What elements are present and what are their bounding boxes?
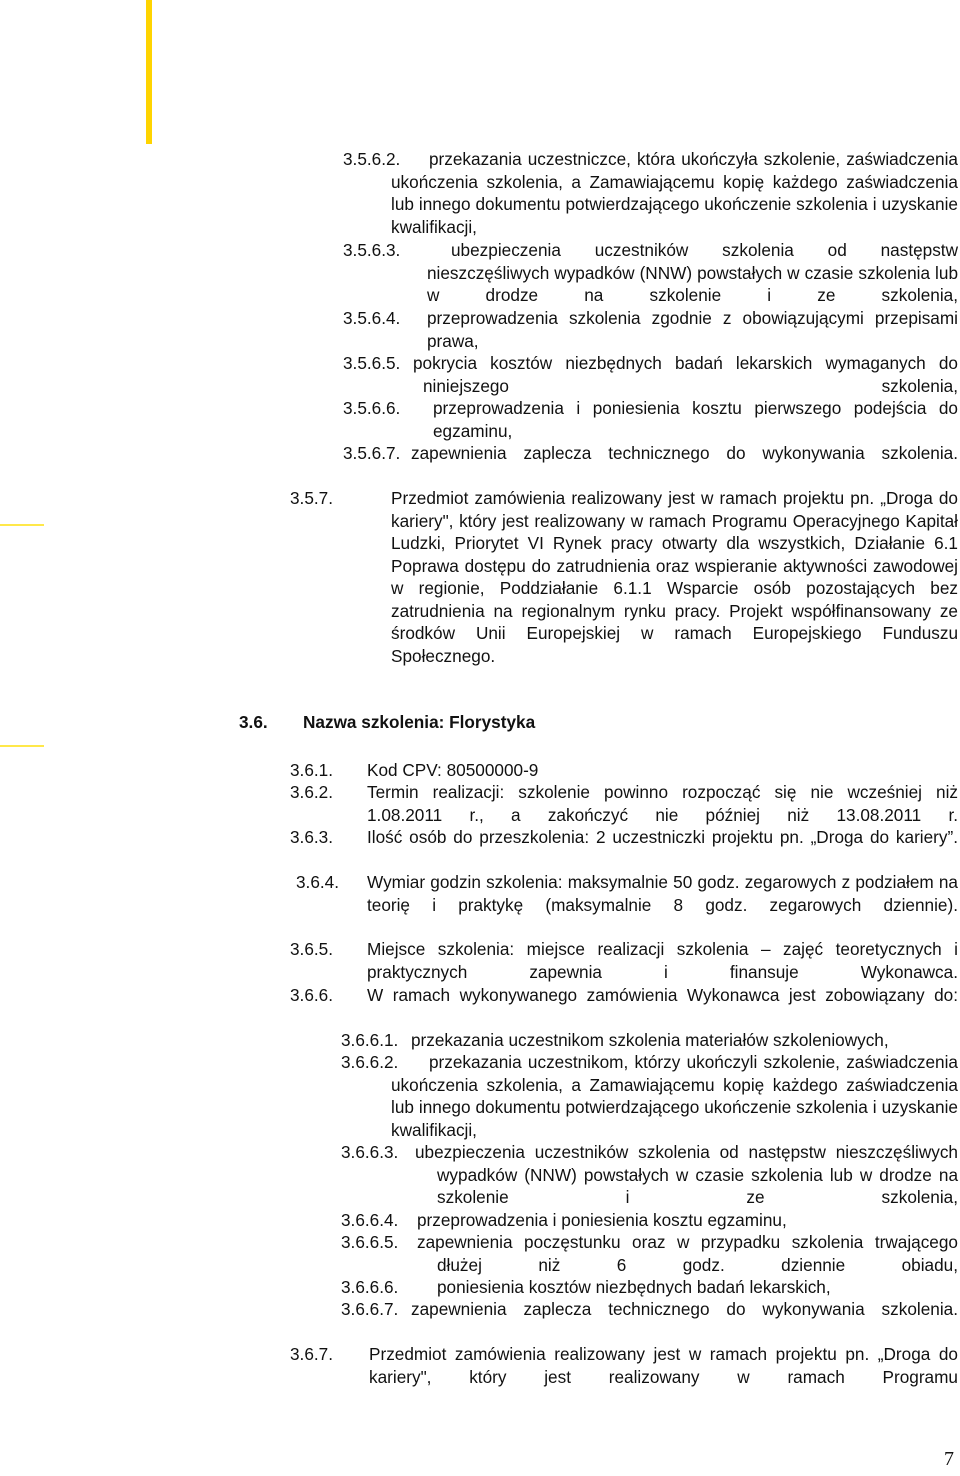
item-number: 3.5.7. <box>290 488 334 508</box>
item-number: 3.5.6.6. <box>343 398 401 418</box>
item-text: przekazania uczestnikom, którzy ukończyli szkolenie, zaświadczenia ukończenia szkolenia, a Zamawiającemu kopię każdego zaświadczenia lub innego dokumentu potwierdzającego ukończenie szkolenia i uzyskanie kwalifikacji, <box>391 1052 958 1140</box>
accent-bar <box>146 0 152 144</box>
page-number: 7 <box>944 1448 954 1470</box>
item-text: Przedmiot zamówienia realizowany jest w ramach projektu pn. „Droga do kariery", który jest realizowany w ramach Programu Operacyjnego Kapitał Ludzki, Priorytet VI Rynek pracy otwarty dla wszystkich, Działanie 6.1 Poprawa dostępu do zatrudnienia oraz wspieranie aktywności zawodowej w regionie, Poddziałanie 6.1.1 Wsparcie osób pozostających bez zatrudnienia na regionalnym rynku pracy. Projekt współfinansowany ze środków Unii Europejskiej w ramach Europejskiego Funduszu Społecznego. <box>391 488 958 666</box>
margin-rule-bottom <box>0 745 44 747</box>
item-number: 3.6.1. <box>290 760 334 780</box>
item-text: Przedmiot zamówienia realizowany jest w ramach projektu pn. „Droga do kariery", który jest realizowany w ramach Programu <box>369 1344 958 1387</box>
item-number: 3.6.3. <box>290 827 334 847</box>
item-text: Kod CPV: 80500000-9 <box>367 760 539 780</box>
item-number: 3.6.6.6. <box>341 1277 399 1297</box>
item-number: 3.6.6.1. <box>341 1030 399 1050</box>
item-number: 3.6.6.2. <box>341 1052 399 1072</box>
item-text: zapewnienia zaplecza technicznego do wykonywania szkolenia. <box>411 1299 958 1319</box>
item-number: 3.6.6.4. <box>341 1210 399 1230</box>
item-number: 3.6.6. <box>290 985 334 1005</box>
item-text: przeprowadzenia i poniesienia kosztu egzaminu, <box>417 1210 787 1230</box>
item-number: 3.5.6.2. <box>343 149 401 169</box>
item-number: 3.6.5. <box>290 939 334 959</box>
item-text: pokrycia kosztów niezbędnych badań lekarskich wymaganych do niniejszego szkolenia, <box>413 353 958 396</box>
section-number: 3.6. <box>239 712 268 732</box>
item-text: ubezpieczenia uczestników szkolenia od następstw nieszczęśliwych wypadków (NNW) powstałych w czasie szkolenia lub w drodze na szkolenie i ze szkolenia, <box>415 1142 958 1207</box>
item-number: 3.5.6.5. <box>343 353 401 373</box>
item-number: 3.5.6.7. <box>343 443 401 463</box>
item-number: 3.6.6.7. <box>341 1299 399 1319</box>
item-text: Termin realizacji: szkolenie powinno rozpocząć się nie wcześniej niż 1.08.2011 r., a zakończyć nie później niż 13.08.2011 r. <box>367 782 958 825</box>
item-number: 3.6.2. <box>290 782 334 802</box>
item-text: zapewnienia zaplecza technicznego do wykonywania szkolenia. <box>411 443 958 463</box>
item-text: Miejsce szkolenia: miejsce realizacji szkolenia – zajęć teoretycznych i praktycznych zapewnia i finansuje Wykonawca. <box>367 939 958 982</box>
item-text: przeprowadzenia szkolenia zgodnie z obowiązującymi przepisami prawa, <box>427 308 958 351</box>
item-text: Wymiar godzin szkolenia: maksymalnie 50 godz. zegarowych z podziałem na teorię i praktykę (maksymalnie 8 godz. zegarowych dziennie). <box>367 872 958 915</box>
margin-rule-top <box>0 524 44 526</box>
item-text: zapewnienia poczęstunku oraz w przypadku szkolenia trwającego dłużej niż 6 godz. dziennie obiadu, <box>417 1232 958 1275</box>
item-text: poniesienia kosztów niezbędnych badań lekarskich, <box>437 1277 831 1297</box>
item-number: 3.6.7. <box>290 1344 334 1364</box>
item-number: 3.6.6.3. <box>341 1142 399 1162</box>
item-text: ubezpieczenia uczestników szkolenia od następstw nieszczęśliwych wypadków (NNW) powstałych w czasie szkolenia lub w drodze na szkolenie i ze szkolenia, <box>427 240 958 305</box>
item-text: W ramach wykonywanego zamówienia Wykonawca jest zobowiązany do: <box>367 985 958 1005</box>
item-text: Ilość osób do przeszkolenia: 2 uczestniczki projektu pn. „Droga do kariery”. <box>367 827 958 847</box>
item-number: 3.5.6.4. <box>343 308 401 328</box>
item-number: 3.5.6.3. <box>343 240 401 260</box>
item-text: przekazania uczestniczce, która ukończyła szkolenie, zaświadczenia ukończenia szkolenia, a Zamawiającemu kopię każdego zaświadczenia lub innego dokumentu potwierdzającego ukończenie szkolenia i uzyskanie kwalifikacji, <box>391 149 958 237</box>
item-number: 3.6.6.5. <box>341 1232 399 1252</box>
item-text: przeprowadzenia i poniesienia kosztu pierwszego podejścia do egzaminu, <box>433 398 958 441</box>
item-text: przekazania uczestnikom szkolenia materiałów szkoleniowych, <box>411 1030 889 1050</box>
item-number: 3.6.4. <box>296 872 340 892</box>
section-title: Nazwa szkolenia: Florystyka <box>303 712 536 732</box>
